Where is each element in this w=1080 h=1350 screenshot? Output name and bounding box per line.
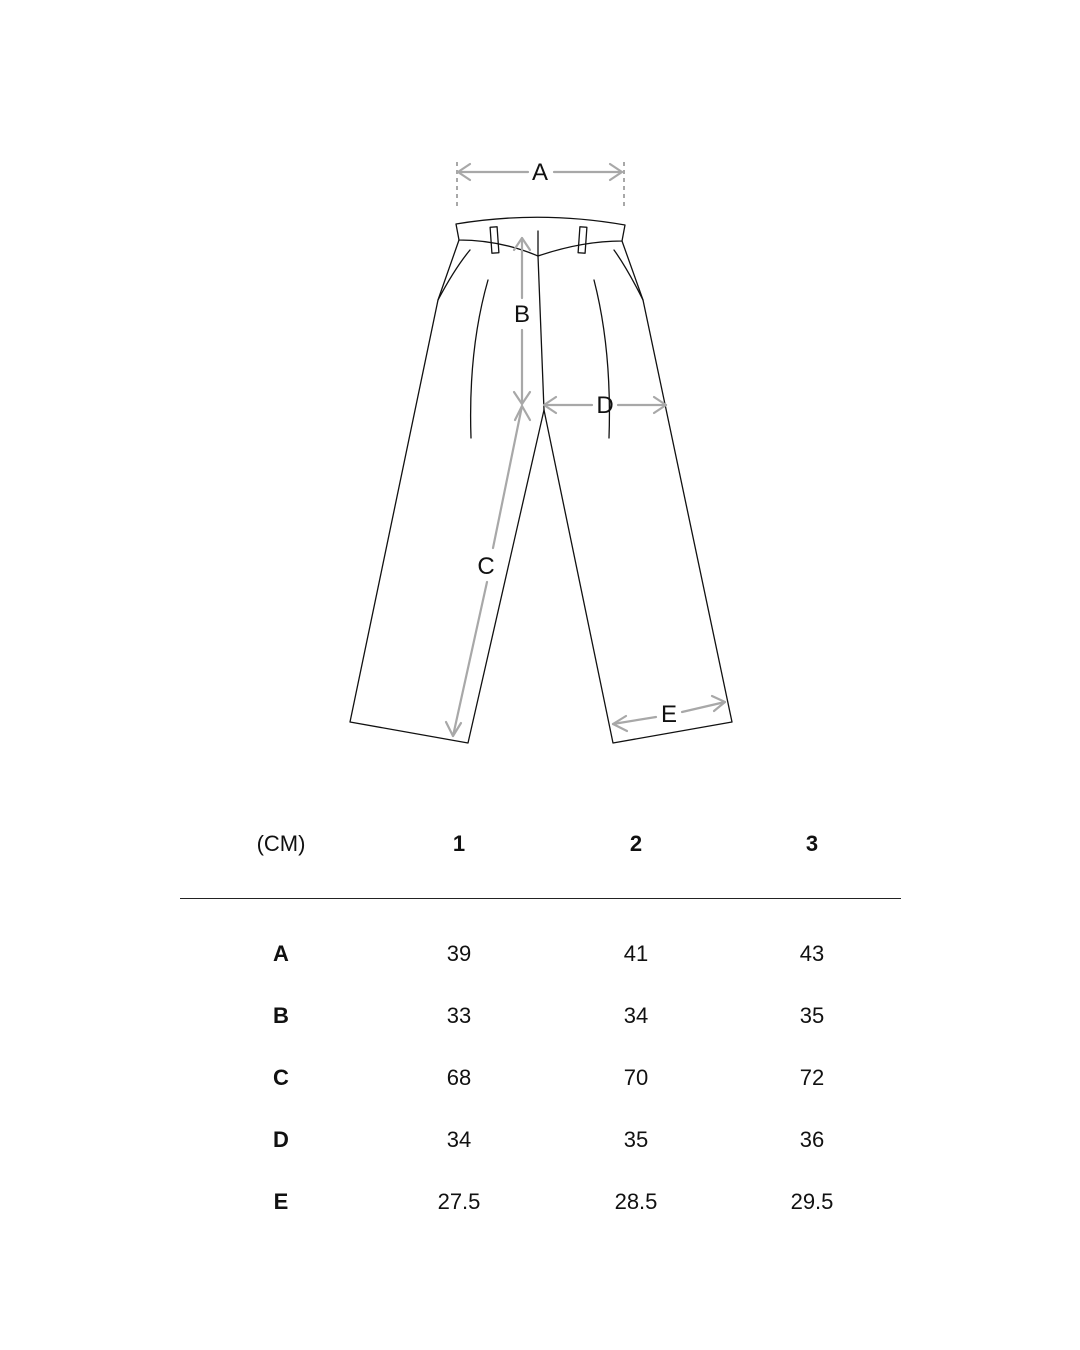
label-c: C [477,553,495,580]
row-label: D [273,1127,289,1152]
table-cell: 39 [446,941,472,966]
size-header-2: 2 [629,831,643,856]
table-cell: 28.5 [614,1189,658,1214]
table-cell: 72 [799,1065,825,1090]
unit-label: (CM) [256,831,306,856]
label-a: A [531,159,549,186]
table-cell: 35 [623,1127,649,1152]
table-cell: 27.5 [437,1189,481,1214]
table-cell: 29.5 [790,1189,834,1214]
table-cell: 41 [623,941,649,966]
table-cell: 36 [799,1127,825,1152]
table-cell: 34 [623,1003,649,1028]
table-cell: 68 [446,1065,472,1090]
table-cell: 70 [623,1065,649,1090]
row-label: A [273,941,289,966]
header-divider [180,898,901,899]
row-label: E [273,1189,289,1214]
label-e: E [660,701,678,728]
label-d: D [596,392,614,419]
row-label: B [273,1003,289,1028]
table-cell: 34 [446,1127,472,1152]
row-label: C [273,1065,289,1090]
size-header-3: 3 [805,831,819,856]
pants-outline [350,217,732,743]
size-header-1: 1 [452,831,466,856]
table-cell: 35 [799,1003,825,1028]
label-b: B [513,301,531,328]
table-cell: 43 [799,941,825,966]
table-cell: 33 [446,1003,472,1028]
